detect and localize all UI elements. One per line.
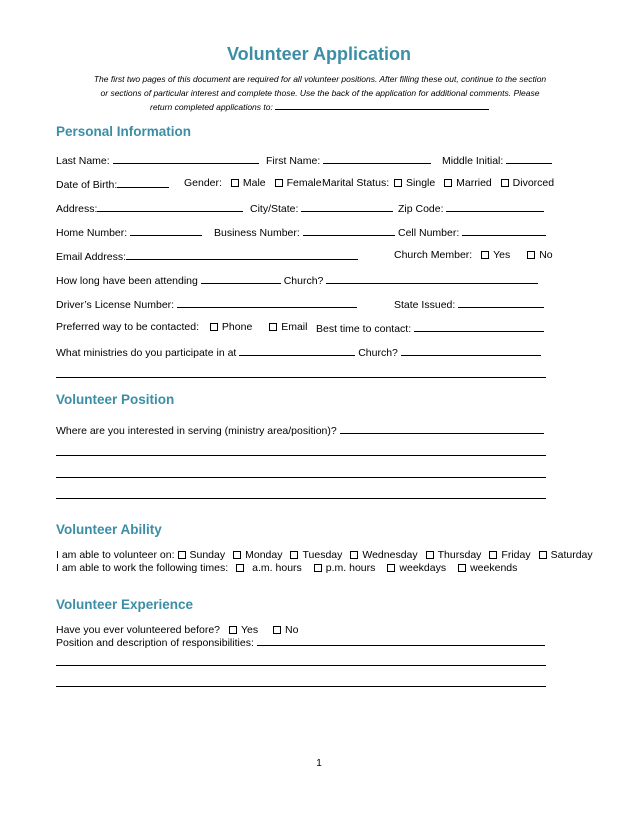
gender-row: Gender: Male Female <box>184 177 322 189</box>
position-line-1[interactable] <box>56 455 546 456</box>
position-line-3[interactable] <box>56 498 546 499</box>
position-line-2[interactable] <box>56 477 546 478</box>
business-number-field[interactable] <box>303 224 395 236</box>
saturday-checkbox[interactable] <box>539 551 547 559</box>
email-row: Email Address: <box>56 248 358 264</box>
page-title: Volunteer Application <box>226 44 411 64</box>
experience-yes-checkbox[interactable] <box>229 626 237 634</box>
position-answer-field[interactable] <box>340 422 544 434</box>
tuesday-checkbox[interactable] <box>290 551 298 559</box>
weekends-checkbox[interactable] <box>458 564 466 572</box>
intro-line-1: The first two pages of this document are required for all volunteer positions. After filling these out, continue to the section <box>93 74 547 84</box>
experience-no-checkbox[interactable] <box>273 626 281 634</box>
attending-row: How long have been attending Church? <box>56 272 538 288</box>
last-name-field[interactable] <box>113 152 259 164</box>
ministries-field[interactable] <box>239 344 355 356</box>
church-member-row: Church Member: Yes No <box>394 249 553 261</box>
best-time-field[interactable] <box>414 320 544 332</box>
address-field[interactable] <box>97 200 243 212</box>
church-member-yes-checkbox[interactable] <box>481 251 489 259</box>
volunteer-position-heading: Volunteer Position <box>56 392 175 407</box>
thursday-checkbox[interactable] <box>426 551 434 559</box>
contact-row: Preferred way to be contacted: Phone Email <box>56 321 308 333</box>
personal-info-heading: Personal Information <box>56 124 192 139</box>
divorced-checkbox[interactable] <box>501 179 509 187</box>
license-row: Driver’s License Number: <box>56 296 357 312</box>
middle-initial-row: Middle Initial: <box>442 152 552 168</box>
ministries-extra-line[interactable] <box>56 377 546 378</box>
email-field[interactable] <box>126 248 358 260</box>
best-time-row: Best time to contact: <box>316 320 544 336</box>
experience-question-row: Have you ever volunteered before? Yes No <box>56 624 299 636</box>
first-name-row: First Name: <box>266 152 431 168</box>
address-row: Address: <box>56 200 243 216</box>
zip-row: Zip Code: <box>398 200 544 216</box>
intro-line-3: return completed applications to: <box>150 100 489 114</box>
am-hours-checkbox[interactable] <box>236 564 244 572</box>
state-issued-row: State Issued: <box>394 296 544 312</box>
volunteer-experience-heading: Volunteer Experience <box>56 597 194 612</box>
ministries-church-field[interactable] <box>401 344 541 356</box>
marital-row: Marital Status: Single Married Divorced <box>322 177 555 189</box>
monday-checkbox[interactable] <box>233 551 241 559</box>
intro-line-2: or sections of particular interest and complete those. Use the back of the application for additional comments. Please <box>100 88 540 98</box>
volunteer-ability-heading: Volunteer Ability <box>56 522 162 537</box>
license-field[interactable] <box>177 296 357 308</box>
email-checkbox[interactable] <box>269 323 277 331</box>
city-state-field[interactable] <box>301 200 393 212</box>
city-state-row: City/State: <box>250 200 393 216</box>
cell-number-field[interactable] <box>462 224 546 236</box>
attending-church-field[interactable] <box>326 272 538 284</box>
single-checkbox[interactable] <box>394 179 402 187</box>
times-row: I am able to work the following times: a.m. hours p.m. hours weekdays weekends <box>56 562 518 574</box>
attending-duration-field[interactable] <box>201 272 281 284</box>
home-number-field[interactable] <box>130 224 202 236</box>
home-number-row: Home Number: <box>56 224 202 240</box>
page-number: 1 <box>316 758 322 769</box>
experience-line-2[interactable] <box>56 686 546 687</box>
state-issued-field[interactable] <box>458 296 544 308</box>
cell-number-row: Cell Number: <box>398 224 546 240</box>
weekdays-checkbox[interactable] <box>387 564 395 572</box>
position-desc-row: Position and description of responsibilities: <box>56 634 545 650</box>
female-checkbox[interactable] <box>275 179 283 187</box>
pm-hours-checkbox[interactable] <box>314 564 322 572</box>
married-checkbox[interactable] <box>444 179 452 187</box>
first-name-field[interactable] <box>323 152 431 164</box>
sunday-checkbox[interactable] <box>178 551 186 559</box>
days-row: I am able to volunteer on: Sunday Monday Tuesday Wednesday Thursday Friday Saturday <box>56 549 593 561</box>
dob-row: Date of Birth: <box>56 176 169 192</box>
return-to-field[interactable] <box>275 100 489 110</box>
name-row: Last Name: <box>56 152 259 168</box>
position-question-row: Where are you interested in serving (ministry area/position)? <box>56 422 544 438</box>
male-checkbox[interactable] <box>231 179 239 187</box>
zip-field[interactable] <box>446 200 544 212</box>
dob-field[interactable] <box>117 176 169 188</box>
phone-checkbox[interactable] <box>210 323 218 331</box>
friday-checkbox[interactable] <box>489 551 497 559</box>
ministries-row: What ministries do you participate in at Church? <box>56 344 541 360</box>
business-number-row: Business Number: <box>214 224 395 240</box>
wednesday-checkbox[interactable] <box>350 551 358 559</box>
middle-initial-field[interactable] <box>506 152 552 164</box>
position-desc-field[interactable] <box>257 634 545 646</box>
church-member-no-checkbox[interactable] <box>527 251 535 259</box>
experience-line-1[interactable] <box>56 665 546 666</box>
